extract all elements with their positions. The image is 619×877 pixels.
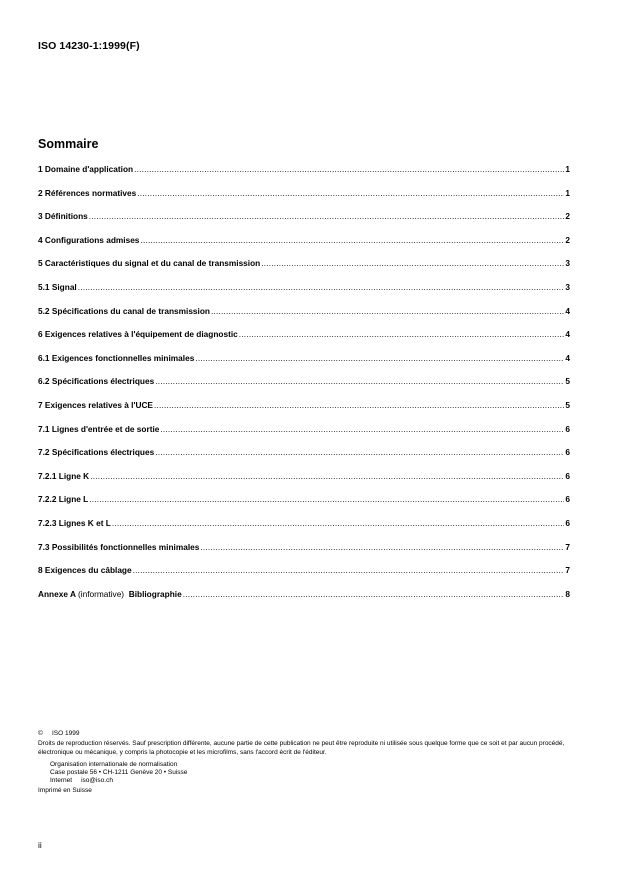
toc-entry-label: 7.1 Lignes d'entrée et de sortie xyxy=(38,423,160,434)
toc-leader-dots xyxy=(137,188,564,198)
toc-leader-dots xyxy=(133,565,565,575)
toc-entry-page: 4 xyxy=(565,329,570,340)
toc-leader-dots xyxy=(89,494,564,504)
toc-entry-label: 8 Exigences du câblage xyxy=(38,565,132,576)
table-of-contents xyxy=(38,164,570,612)
toc-entry-label: 7.2.2 Ligne L xyxy=(38,494,89,505)
toc-entry-label: 7.2.3 Lignes K et L xyxy=(38,517,111,528)
toc-entry-label: 3 Définitions xyxy=(38,211,88,222)
toc-entry[interactable] xyxy=(38,329,570,353)
annex-prefix: Annexe A xyxy=(38,588,76,599)
toc-entry-page: 6 xyxy=(565,423,570,434)
toc-entry-label: 7.3 Possibilités fonctionnelles minimales xyxy=(38,541,200,552)
postal-address: Case postale 56 • CH-1211 Genève 20 • Suisse xyxy=(50,769,188,777)
toc-entry-label: 7.2.1 Ligne K xyxy=(38,470,90,481)
toc-entry-page: 2 xyxy=(565,234,570,245)
toc-leader-dots xyxy=(261,258,564,268)
toc-entry[interactable] xyxy=(38,164,570,188)
toc-leader-dots xyxy=(211,306,564,316)
toc-entry-page: 1 xyxy=(565,187,570,198)
copyright-line xyxy=(38,730,578,738)
toc-entry[interactable] xyxy=(38,306,570,330)
copyright-footer xyxy=(38,730,578,795)
copyright-text: ISO 1999 xyxy=(52,730,80,737)
toc-entry[interactable] xyxy=(38,258,570,282)
toc-entry-page: 6 xyxy=(565,470,570,481)
annex-qualifier: (informative) xyxy=(77,588,125,599)
toc-entry[interactable] xyxy=(38,188,570,212)
toc-entry[interactable] xyxy=(38,235,570,259)
toc-leader-dots xyxy=(183,589,565,599)
toc-entry-page: 4 xyxy=(565,305,570,316)
toc-leader-dots xyxy=(155,447,564,457)
toc-leader-dots xyxy=(155,376,564,386)
toc-leader-dots xyxy=(239,329,565,339)
toc-entry[interactable] xyxy=(38,353,570,377)
toc-entry-label: 6.1 Exigences fonctionnelles minimales xyxy=(38,352,195,363)
toc-entry[interactable] xyxy=(38,424,570,448)
toc-entry-annex[interactable] xyxy=(38,589,570,613)
toc-leader-dots xyxy=(78,282,565,292)
toc-entry-label: 5 Caractéristiques du signal et du canal de transmission xyxy=(38,258,261,269)
toc-entry-label: 5.1 Signal xyxy=(38,281,77,292)
copyright-symbol: © xyxy=(38,730,43,737)
toc-entry-label: 7 Exigences relatives à l'UCE xyxy=(38,399,153,410)
toc-entry-label: 6 Exigences relatives à l'équipement de diagnostic xyxy=(38,329,238,340)
toc-entry-page: 2 xyxy=(565,211,570,222)
internet-line xyxy=(38,777,578,785)
toc-entry-page: 1 xyxy=(565,164,570,174)
toc-entry-page: 8 xyxy=(565,588,570,599)
toc-leader-dots xyxy=(89,211,565,221)
toc-entry-label: 6.2 Spécifications électriques xyxy=(38,376,155,387)
toc-entry[interactable] xyxy=(38,518,570,542)
toc-leader-dots xyxy=(90,471,564,481)
toc-entry[interactable] xyxy=(38,400,570,424)
toc-entry-page: 5 xyxy=(565,376,570,387)
org-name: Organisation internationale de normalisation xyxy=(50,760,178,768)
toc-entry[interactable] xyxy=(38,542,570,566)
toc-annex-label xyxy=(38,589,182,599)
toc-entry[interactable] xyxy=(38,447,570,471)
annex-title: Bibliographie xyxy=(128,588,182,599)
toc-entry-page: 6 xyxy=(565,494,570,505)
internet-email: iso@iso.ch xyxy=(81,777,113,785)
toc-entry-label: 7.2 Spécifications électriques xyxy=(38,447,155,458)
toc-entry-page: 6 xyxy=(565,517,570,528)
toc-entry[interactable] xyxy=(38,211,570,235)
toc-leader-dots xyxy=(154,400,564,410)
toc-leader-dots xyxy=(195,353,564,363)
toc-entry-label: 4 Configurations admises xyxy=(38,234,140,245)
rights-notice: Droits de reproduction réservés. Sauf prescription différente, aucune partie de cette publication ne peut être reproduite ni utilisée sous quelque forme que ce soit et par aucun procédé, électronique ou mécanique, y compris la photocopie et les microfilms, sans l'accord écrit de l'éditeur. xyxy=(38,740,565,756)
toc-leader-dots xyxy=(134,164,564,174)
page-number: ii xyxy=(38,840,42,850)
toc-entry-label: 2 Références normatives xyxy=(38,187,137,198)
document-id: ISO 14230-1:1999(F) xyxy=(38,40,140,52)
toc-leader-dots xyxy=(140,235,564,245)
internet-label: Internet xyxy=(50,777,73,785)
toc-entry[interactable] xyxy=(38,565,570,589)
toc-entry-page: 5 xyxy=(565,399,570,410)
toc-entry-page: 7 xyxy=(565,565,570,576)
toc-leader-dots xyxy=(112,518,565,528)
toc-heading: Sommaire xyxy=(38,137,99,151)
toc-entry[interactable] xyxy=(38,471,570,495)
toc-entry[interactable] xyxy=(38,282,570,306)
toc-entry[interactable] xyxy=(38,376,570,400)
toc-entry-label: 1 Domaine d'application xyxy=(38,164,134,174)
toc-entry-page: 7 xyxy=(565,541,570,552)
toc-entry-page: 3 xyxy=(565,281,570,292)
toc-entry-label: 5.2 Spécifications du canal de transmission xyxy=(38,305,210,316)
printed-in: Imprimé en Suisse xyxy=(38,786,92,794)
toc-entry[interactable] xyxy=(38,494,570,518)
toc-leader-dots xyxy=(160,424,564,434)
toc-entry-page: 3 xyxy=(565,258,570,269)
toc-entry-page: 6 xyxy=(565,447,570,458)
toc-leader-dots xyxy=(200,542,564,552)
toc-entry-page: 4 xyxy=(565,352,570,363)
